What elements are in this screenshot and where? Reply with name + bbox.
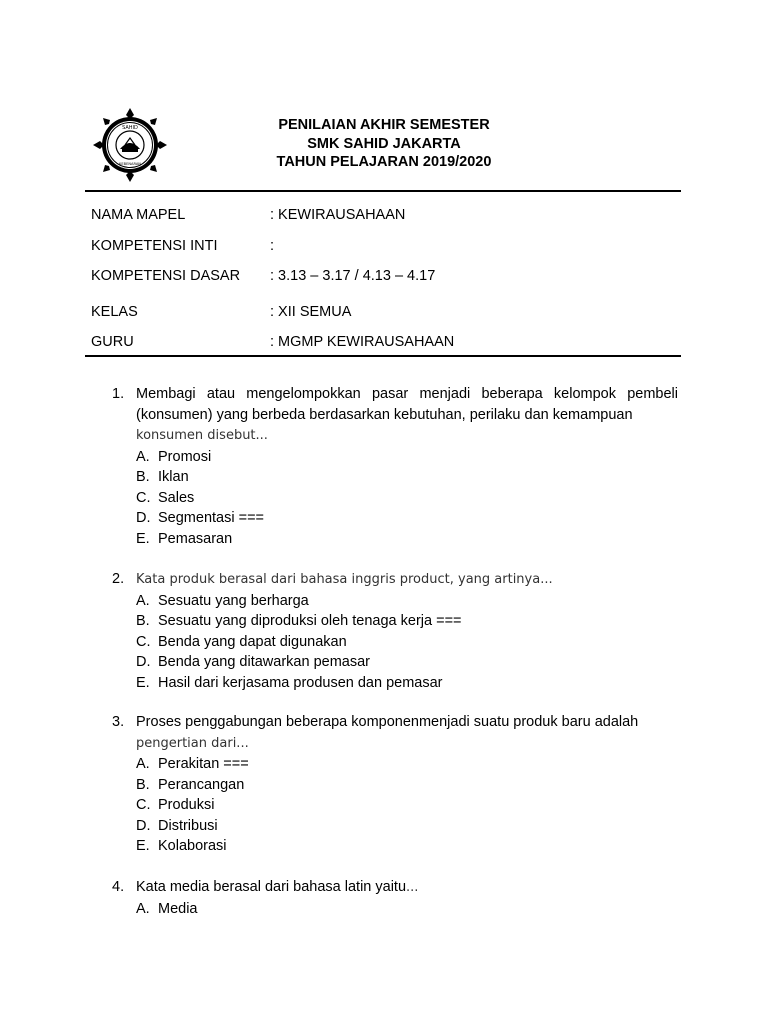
- answer-options: [136, 899, 678, 920]
- header-divider-top: [85, 190, 681, 192]
- option-text: Sesuatu yang diproduksi oleh tenaga kerja ===: [158, 613, 462, 629]
- option-text: Produksi: [158, 797, 215, 813]
- answer-options: [136, 591, 678, 694]
- answer-option: [136, 754, 678, 775]
- option-text: Sales: [158, 489, 195, 506]
- question-text: [136, 712, 678, 733]
- answer-option: [136, 816, 678, 837]
- document-header: [214, 116, 554, 172]
- option-text: Hasil dari kerjasama produsen dan pemasar: [158, 674, 443, 691]
- option-letter: C.: [136, 797, 151, 813]
- answer-option: [136, 591, 678, 612]
- info-value: : MGMP KEWIRAUSAHAAN: [270, 334, 455, 350]
- question-number: 2.: [112, 571, 125, 587]
- question-number: 3.: [112, 714, 125, 730]
- question-text: [136, 877, 678, 899]
- answer-option: [136, 488, 678, 509]
- school-crest-logo-icon: [92, 107, 168, 183]
- info-value: : 3.13 – 3.17 / 4.13 – 4.17: [270, 268, 436, 284]
- option-letter: D.: [136, 654, 151, 670]
- option-text: Media: [158, 900, 198, 917]
- question-number: 4.: [112, 879, 125, 895]
- question-stem-tail: pengertian dari...: [136, 735, 249, 751]
- option-letter: C.: [136, 633, 151, 650]
- answer-option: [136, 775, 678, 796]
- info-label: KOMPETENSI INTI: [91, 238, 218, 254]
- option-letter: A.: [136, 592, 150, 609]
- question-text-continued: [136, 733, 678, 755]
- option-letter: E.: [136, 530, 150, 547]
- option-letter: A.: [136, 448, 150, 465]
- question-text: [136, 384, 678, 425]
- option-letter: C.: [136, 489, 151, 506]
- header-divider-bottom: [85, 355, 681, 357]
- question-text-continued: [136, 425, 678, 447]
- question-text: [136, 569, 678, 591]
- option-text: Kolaborasi: [158, 838, 227, 854]
- option-letter: B.: [136, 776, 150, 793]
- option-letter: A.: [136, 756, 150, 772]
- info-value: : XII SEMUA: [270, 304, 352, 320]
- info-label: KELAS: [91, 304, 138, 320]
- answer-option: [136, 529, 678, 550]
- info-label: NAMA MAPEL: [91, 207, 186, 223]
- question-stem-tail: konsumen disebut...: [136, 428, 268, 443]
- answer-options: [136, 447, 678, 550]
- header-year: TAHUN PELAJARAN 2019/2020: [276, 154, 492, 170]
- option-letter: D.: [136, 510, 151, 526]
- answer-option: [136, 899, 678, 920]
- info-value: :: [270, 238, 275, 254]
- answer-option: [136, 652, 678, 673]
- answer-option: [136, 447, 678, 468]
- question-stem: Proses penggabungan beberapa komponenmenjadi suatu produk baru adalah: [136, 714, 639, 730]
- option-letter: E.: [136, 838, 150, 854]
- option-letter: A.: [136, 900, 150, 917]
- logo-text-bottom: KEBENARAN: [118, 162, 142, 166]
- question-stem: Kata media berasal dari bahasa latin yaitu: [136, 879, 407, 895]
- option-text: Sesuatu yang berharga: [158, 592, 309, 609]
- option-letter: B.: [136, 613, 150, 629]
- question-2: [112, 569, 678, 693]
- question-1: [112, 384, 678, 549]
- header-school: SMK SAHID JAKARTA: [307, 135, 461, 152]
- logo-text-top: SAHID: [122, 125, 138, 131]
- question-4: [112, 877, 678, 919]
- question-stem-tail: Kata produk berasal dari bahasa inggris product, yang artinya...: [136, 572, 553, 587]
- option-text: Perancangan: [158, 776, 245, 793]
- option-text: Perakitan ===: [158, 756, 249, 772]
- option-letter: B.: [136, 469, 150, 485]
- question-number: 1.: [112, 386, 125, 402]
- answer-option: [136, 836, 678, 857]
- option-text: Distribusi: [158, 817, 218, 834]
- option-text: Iklan: [158, 469, 189, 485]
- answer-option: [136, 632, 678, 653]
- answer-option: [136, 467, 678, 488]
- option-text: Promosi: [158, 448, 212, 465]
- question-stem: Membagi atau mengelompokkan pasar menjadi beberapa kelompok pembeli (konsumen) yang berbeda berdasarkan kebutuhan, perilaku dan kemampuan: [136, 386, 678, 423]
- question-stem-tail: ...: [406, 880, 419, 895]
- answer-options: [136, 754, 678, 857]
- option-text: Segmentasi ===: [158, 510, 265, 526]
- answer-option: [136, 611, 678, 632]
- info-value: : KEWIRAUSAHAAN: [270, 207, 406, 223]
- option-letter: E.: [136, 674, 150, 691]
- answer-option: [136, 795, 678, 816]
- option-letter: D.: [136, 817, 151, 834]
- header-title: PENILAIAN AKHIR SEMESTER: [278, 117, 490, 133]
- option-text: Pemasaran: [158, 530, 233, 547]
- answer-option: [136, 673, 678, 694]
- option-text: Benda yang dapat digunakan: [158, 633, 347, 650]
- info-label: KOMPETENSI DASAR: [91, 268, 241, 284]
- question-3: [112, 712, 678, 857]
- option-text: Benda yang ditawarkan pemasar: [158, 654, 370, 670]
- answer-option: [136, 508, 678, 529]
- info-label: GURU: [91, 334, 134, 350]
